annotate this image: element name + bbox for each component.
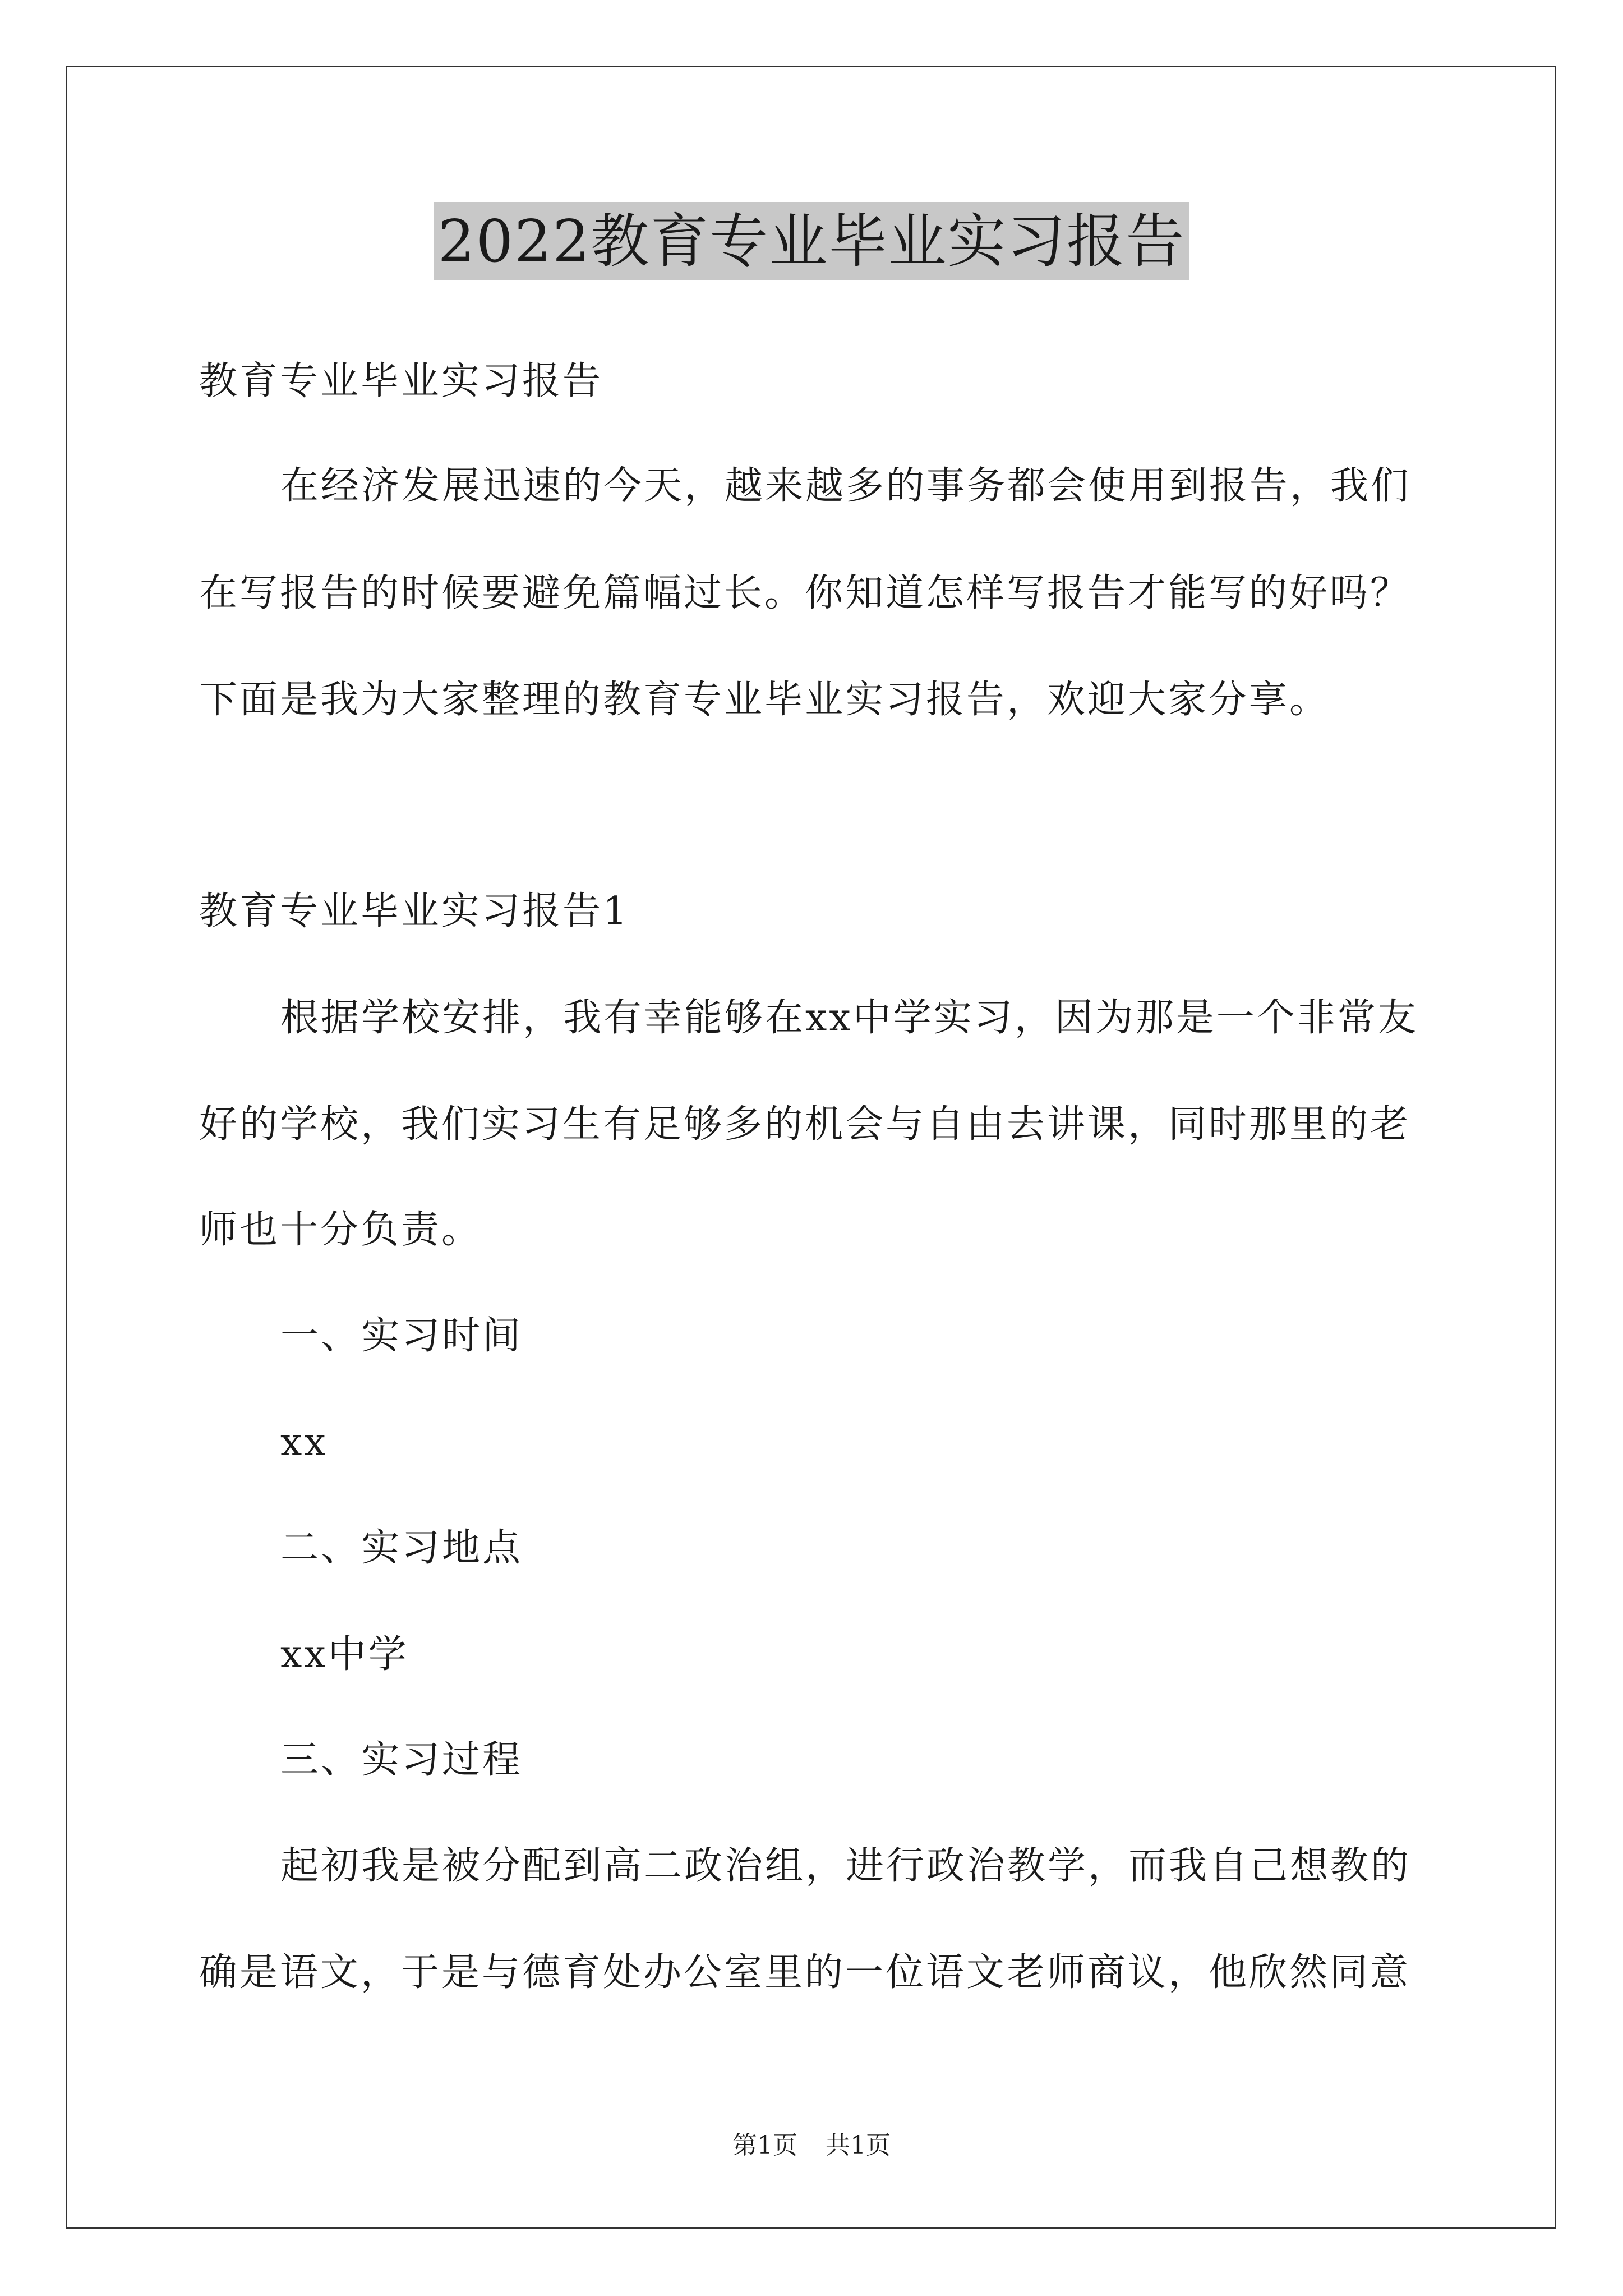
paragraph-line: 起初我是被分配到高二政治组，进行政治教学，而我自己想教的 <box>280 1844 1412 1888</box>
paragraph-line: 根据学校安排，我有幸能够在xx中学实习，因为那是一个非常友 <box>280 996 1418 1040</box>
paragraph-line: 在经济发展迅速的今天，越来越多的事务都会使用到报告，我们 <box>280 464 1412 508</box>
paragraph-line: 在写报告的时候要避免篇幅过长。你知道怎样写报告才能写的好吗？ <box>199 571 1411 615</box>
list-heading: 一、实习时间 <box>280 1314 523 1358</box>
page-footer <box>0 2129 1623 2162</box>
list-value: xx中学 <box>280 1632 409 1677</box>
page-number: 第1页 <box>732 2131 797 2160</box>
paragraph-line: 确是语文，于是与德育处办公室里的一位语文老师商议，他欣然同意 <box>199 1950 1411 1995</box>
page-total: 共1页 <box>826 2131 891 2160</box>
paragraph-line: 师也十分负责。 <box>199 1208 482 1252</box>
paragraph-line: 下面是我为大家整理的教育专业毕业实习报告，欢迎大家分享。 <box>199 678 1330 722</box>
list-heading: 二、实习地点 <box>280 1526 523 1570</box>
subtitle: 教育专业毕业实习报告 <box>199 359 603 403</box>
document-title: 2022教育专业毕业实习报告 <box>434 202 1190 280</box>
section-heading: 教育专业毕业实习报告1 <box>199 889 630 933</box>
list-value: xx <box>280 1420 328 1465</box>
paragraph-line: 好的学校，我们实习生有足够多的机会与自由去讲课，同时那里的老 <box>199 1102 1411 1147</box>
title-container <box>0 202 1623 280</box>
list-heading: 三、实习过程 <box>280 1738 523 1782</box>
